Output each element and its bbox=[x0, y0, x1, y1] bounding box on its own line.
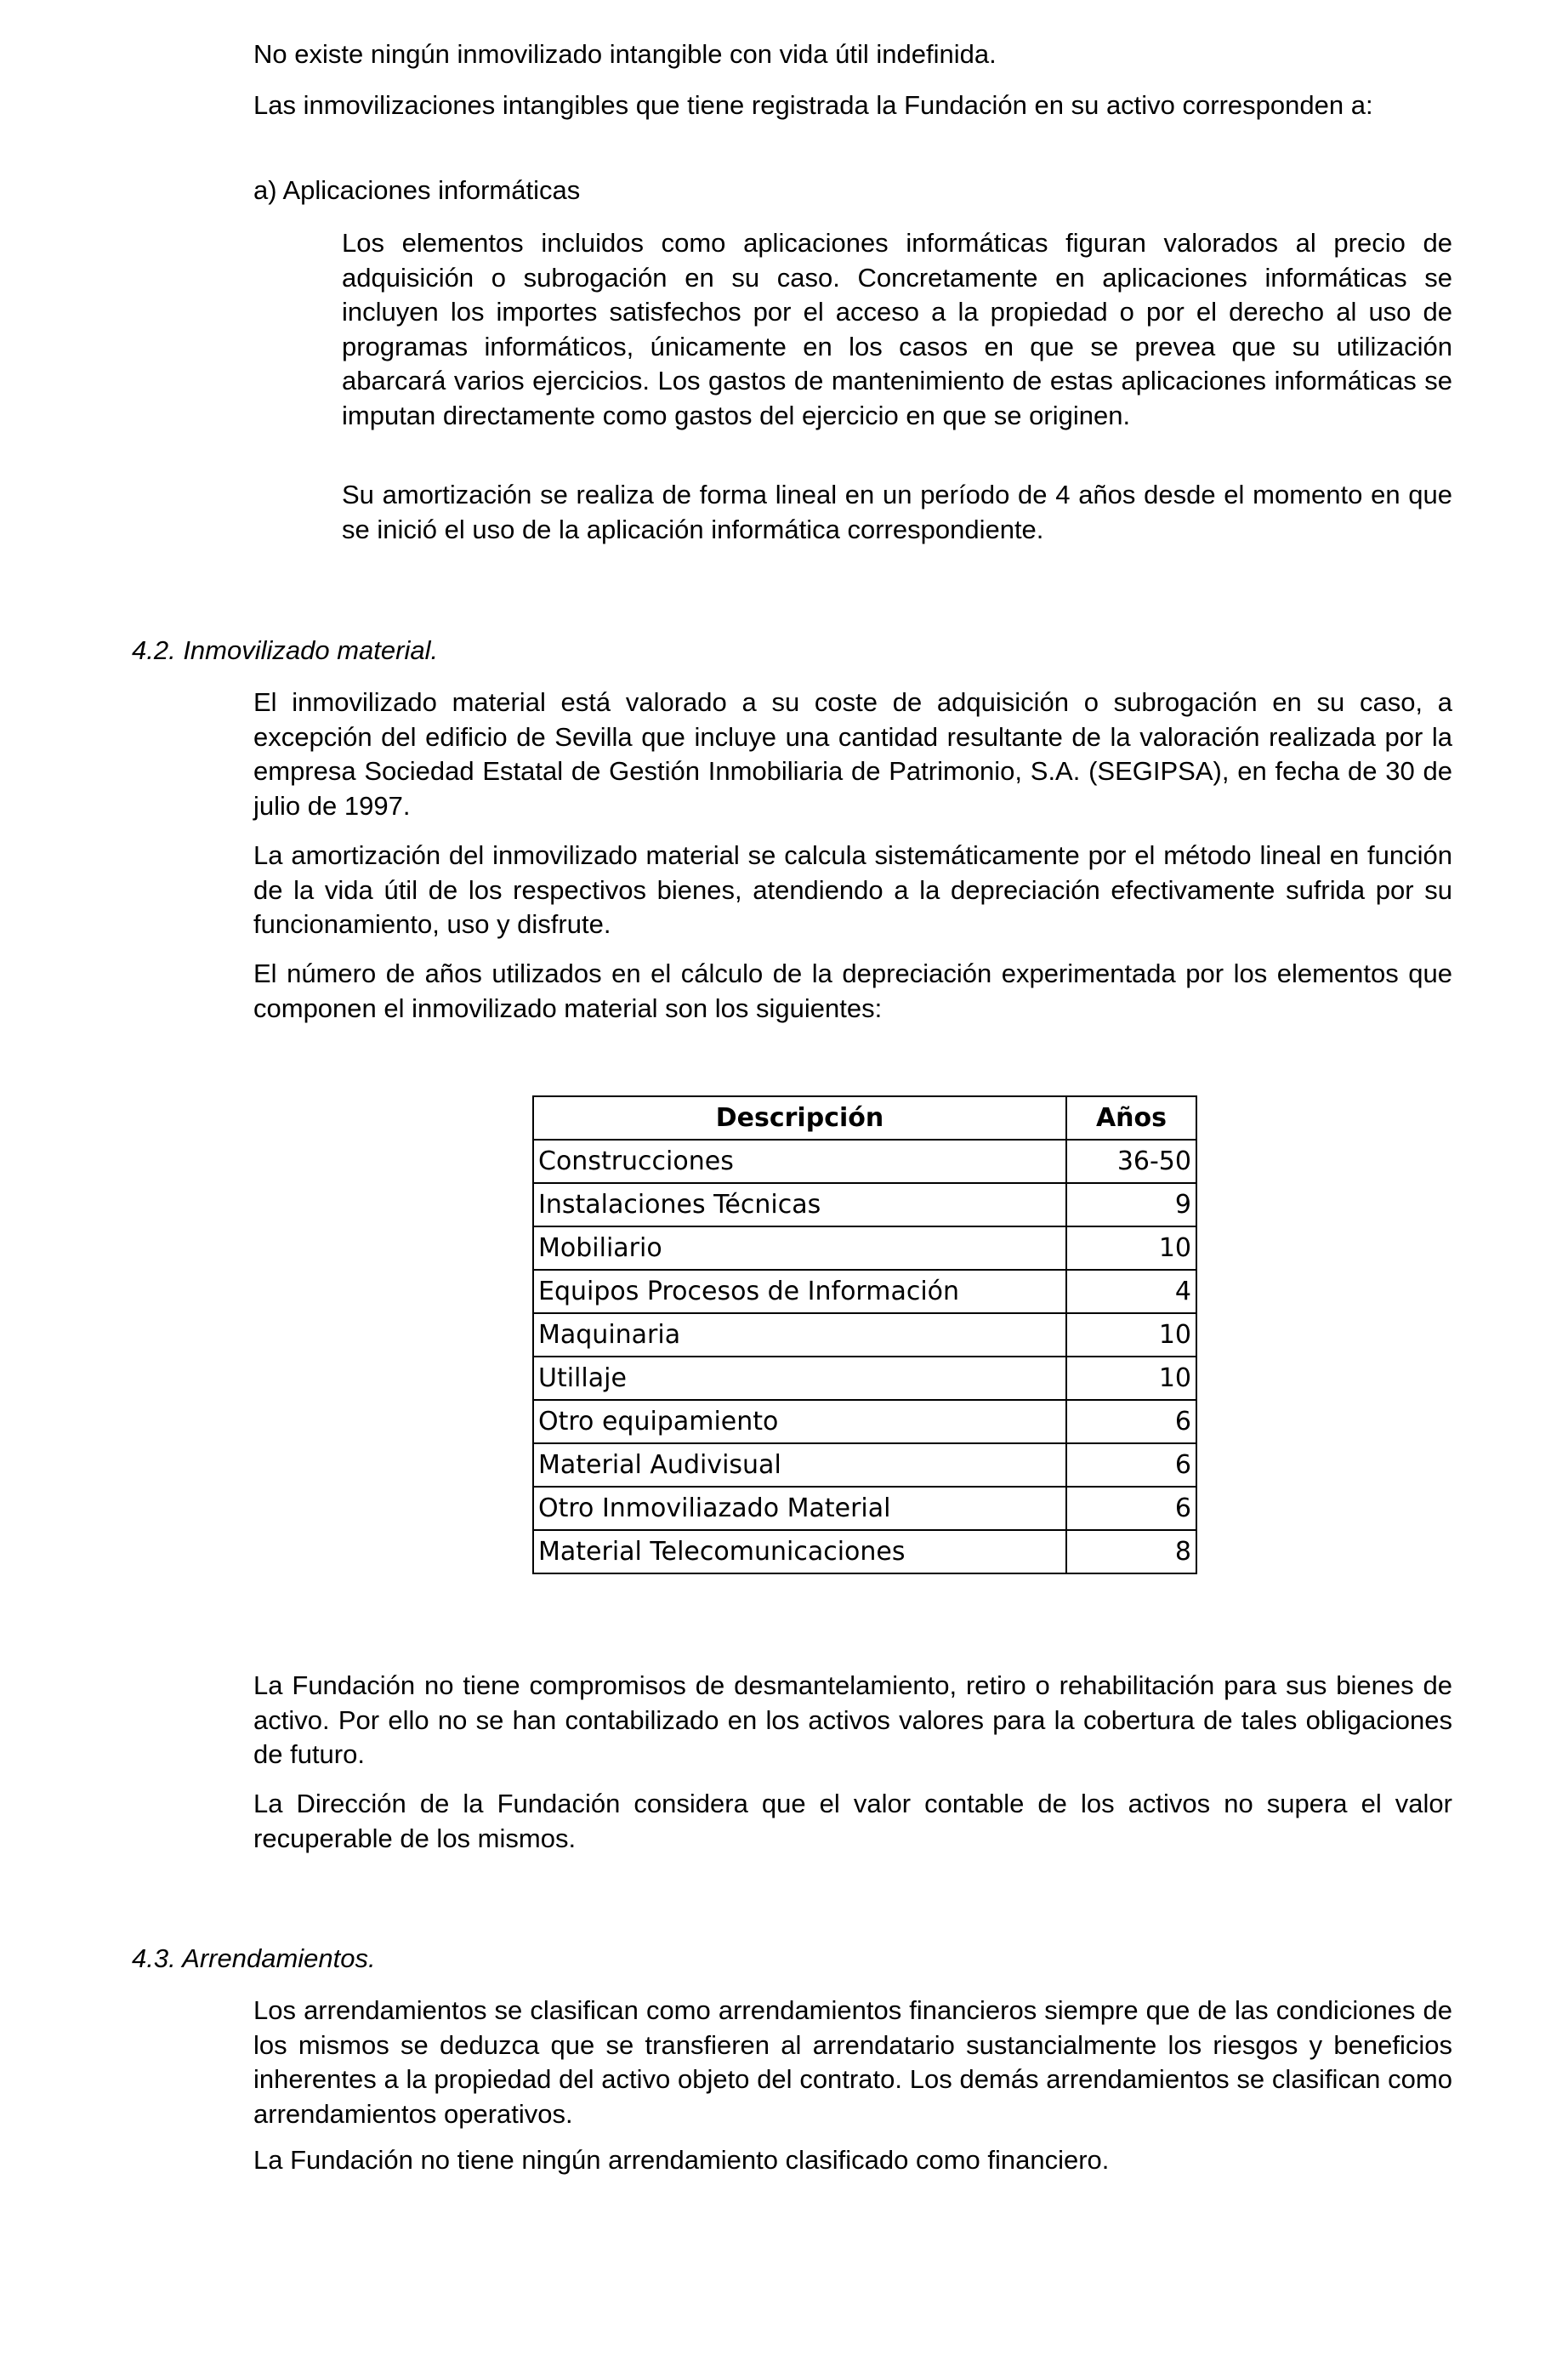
column-header-anos: Años bbox=[1066, 1096, 1196, 1140]
paragraph: El número de años utilizados en el cálculo de la depreciación experimentada por los elementos que componen el inmovilizado material son los siguientes: bbox=[253, 959, 1452, 1023]
paragraph: Las inmovilizaciones intangibles que tiene registrada la Fundación en su activo corresponden a: bbox=[253, 90, 1373, 120]
paragraph: Los elementos incluidos como aplicaciones informáticas figuran valorados al precio de adquisición o subrogación en su caso. Concretamente en aplicaciones informáticas se incluyen los importes satisfechos por el acceso a la propiedad o por el derecho al uso de programas informáticos, únicamente en los casos en que se prevea que su utilización abarcará varios ejercicios. Los gastos de mantenimiento de estas aplicaciones informáticas se imputan directamente como gastos del ejercicio en que se originen. bbox=[342, 228, 1452, 430]
list-item-label: a) Aplicaciones informáticas bbox=[253, 175, 581, 205]
table-row bbox=[533, 1400, 1196, 1443]
table-cell-anos: 6 bbox=[1066, 1487, 1196, 1530]
paragraph: El inmovilizado material está valorado a su coste de adquisición o subrogación en su caso, a excepción del edificio de Sevilla que incluye una cantidad resultante de la valoración realizada por la empresa Sociedad Estatal de Gestión Inmobiliaria de Patrimonio, S.A. (SEGIPSA), en fecha de 30 de julio de 1997. bbox=[253, 687, 1452, 821]
table-cell-descripcion: Otro equipamiento bbox=[533, 1400, 1066, 1443]
section-heading: 4.3. Arrendamientos. bbox=[132, 1943, 376, 1973]
table-cell-descripcion: Utillaje bbox=[533, 1357, 1066, 1400]
table-cell-anos: 10 bbox=[1066, 1357, 1196, 1400]
depreciation-years-table bbox=[532, 1095, 1197, 1574]
paragraph: La amortización del inmovilizado material se calcula sistemáticamente por el método lineal en función de la vida útil de los respectivos bienes, atendiendo a la depreciación efectivamente sufrida por su funcionamiento, uso y disfrute. bbox=[253, 840, 1452, 939]
table-cell-anos: 4 bbox=[1066, 1270, 1196, 1313]
table-row bbox=[533, 1183, 1196, 1226]
table-header-row bbox=[533, 1096, 1196, 1140]
column-header-descripcion: Descripción bbox=[533, 1096, 1066, 1140]
table-cell-descripcion: Material Audivisual bbox=[533, 1443, 1066, 1487]
table-row bbox=[533, 1140, 1196, 1183]
table-row bbox=[533, 1226, 1196, 1270]
table-row bbox=[533, 1530, 1196, 1573]
table-row bbox=[533, 1443, 1196, 1487]
table-row bbox=[533, 1357, 1196, 1400]
table-cell-anos: 36-50 bbox=[1066, 1140, 1196, 1183]
table-row bbox=[533, 1270, 1196, 1313]
table-cell-anos: 6 bbox=[1066, 1443, 1196, 1487]
table-row bbox=[533, 1487, 1196, 1530]
paragraph: No existe ningún inmovilizado intangible con vida útil indefinida. bbox=[253, 39, 997, 69]
table-cell-descripcion: Otro Inmoviliazado Material bbox=[533, 1487, 1066, 1530]
paragraph: La Fundación no tiene compromisos de desmantelamiento, retiro o rehabilitación para sus bienes de activo. Por ello no se han contabilizado en los activos valores para la cobertura de tales obligaciones de futuro. bbox=[253, 1670, 1452, 1769]
table-cell-anos: 6 bbox=[1066, 1400, 1196, 1443]
table-cell-descripcion: Mobiliario bbox=[533, 1226, 1066, 1270]
table-row bbox=[533, 1313, 1196, 1357]
table-cell-descripcion: Instalaciones Técnicas bbox=[533, 1183, 1066, 1226]
section-heading: 4.2. Inmovilizado material. bbox=[132, 635, 439, 665]
table-cell-anos: 8 bbox=[1066, 1530, 1196, 1573]
table-cell-descripcion: Equipos Procesos de Información bbox=[533, 1270, 1066, 1313]
table-cell-anos: 10 bbox=[1066, 1313, 1196, 1357]
table-cell-descripcion: Material Telecomunicaciones bbox=[533, 1530, 1066, 1573]
table-cell-descripcion: Construcciones bbox=[533, 1140, 1066, 1183]
paragraph: La Dirección de la Fundación considera que el valor contable de los activos no supera el valor recuperable de los mismos. bbox=[253, 1789, 1452, 1853]
paragraph: Su amortización se realiza de forma lineal en un período de 4 años desde el momento en que se inició el uso de la aplicación informática correspondiente. bbox=[342, 480, 1452, 544]
paragraph: La Fundación no tiene ningún arrendamiento clasificado como financiero. bbox=[253, 2145, 1110, 2175]
table-cell-descripcion: Maquinaria bbox=[533, 1313, 1066, 1357]
table-cell-anos: 10 bbox=[1066, 1226, 1196, 1270]
paragraph: Los arrendamientos se clasifican como arrendamientos financieros siempre que de las condiciones de los mismos se deduzca que se transfieren al arrendatario sustancialmente los riesgos y beneficios inherentes a la propiedad del activo objeto del contrato. Los demás arrendamientos se clasifican como arrendamientos operativos. bbox=[253, 1995, 1452, 2129]
table-cell-anos: 9 bbox=[1066, 1183, 1196, 1226]
